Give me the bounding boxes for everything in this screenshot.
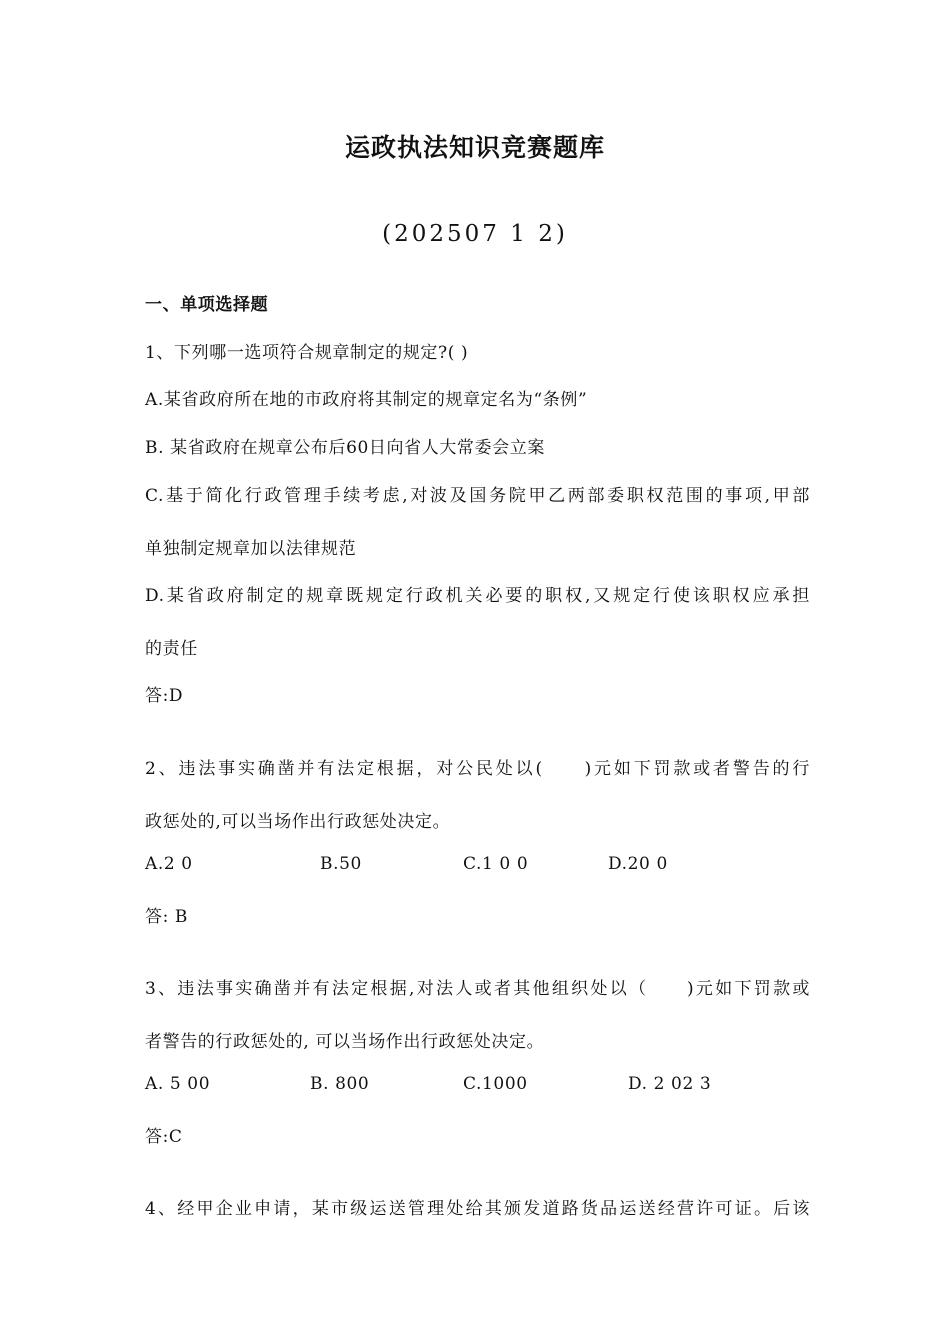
- question-1-option-d-continued: 的责任: [145, 639, 198, 659]
- question-3-stem: 3、违法事实确凿并有法定根据,对法人或者其他组织处以（ )元如下罚款或: [145, 979, 810, 999]
- question-4-stem: 4、经甲企业申请，某市级运送管理处给其颁发道路货品运送经营许可证。后该: [145, 1199, 810, 1219]
- question-1-option-c-continued: 单独制定规章加以法律规范: [145, 539, 357, 559]
- question-2-stem-continued: 政惩处的,可以当场作出行政惩处决定。: [145, 812, 451, 832]
- document-title: 运政执法知识竞赛题库: [344, 133, 605, 162]
- question-1-option-c: C.基于简化行政管理手续考虑,对波及国务院甲乙两部委职权范围的事项,甲部: [145, 486, 810, 506]
- document-date: (202507 1 2): [382, 221, 568, 247]
- question-2-stem: 2、违法事实确凿并有法定根据，对公民处以( )元如下罚款或者警告的行: [145, 759, 810, 779]
- question-2-option-a: A.2 0: [145, 854, 193, 874]
- question-1-option-b: B. 某省政府在规章公布后60日向省人大常委会立案: [145, 438, 545, 458]
- question-2-option-b: B.50: [320, 854, 362, 874]
- question-1-answer: 答:D: [145, 686, 184, 706]
- question-2-option-d: D.20 0: [608, 854, 668, 874]
- question-3-answer: 答:C: [145, 1127, 183, 1147]
- question-3-option-c: C.1000: [463, 1074, 528, 1094]
- question-3-option-d: D. 2 02 3: [628, 1074, 712, 1094]
- question-1-stem: 1、下列哪一选项符合规章制定的规定?( ): [145, 343, 469, 363]
- question-1-option-a: A.某省政府所在地的市政府将其制定的规章定名为“条例”: [145, 390, 588, 410]
- question-1-option-d: D.某省政府制定的规章既规定行政机关必要的职权,又规定行使该职权应承担: [145, 586, 810, 606]
- question-3-option-a: A. 5 00: [145, 1074, 211, 1094]
- question-2-answer: 答: B: [145, 907, 189, 927]
- question-3-option-b: B. 800: [310, 1074, 370, 1094]
- section-heading: 一、单项选择题: [145, 295, 269, 315]
- question-2-option-c: C.1 0 0: [463, 854, 529, 874]
- question-3-stem-continued: 者警告的行政惩处的, 可以当场作出行政惩处决定。: [145, 1032, 545, 1052]
